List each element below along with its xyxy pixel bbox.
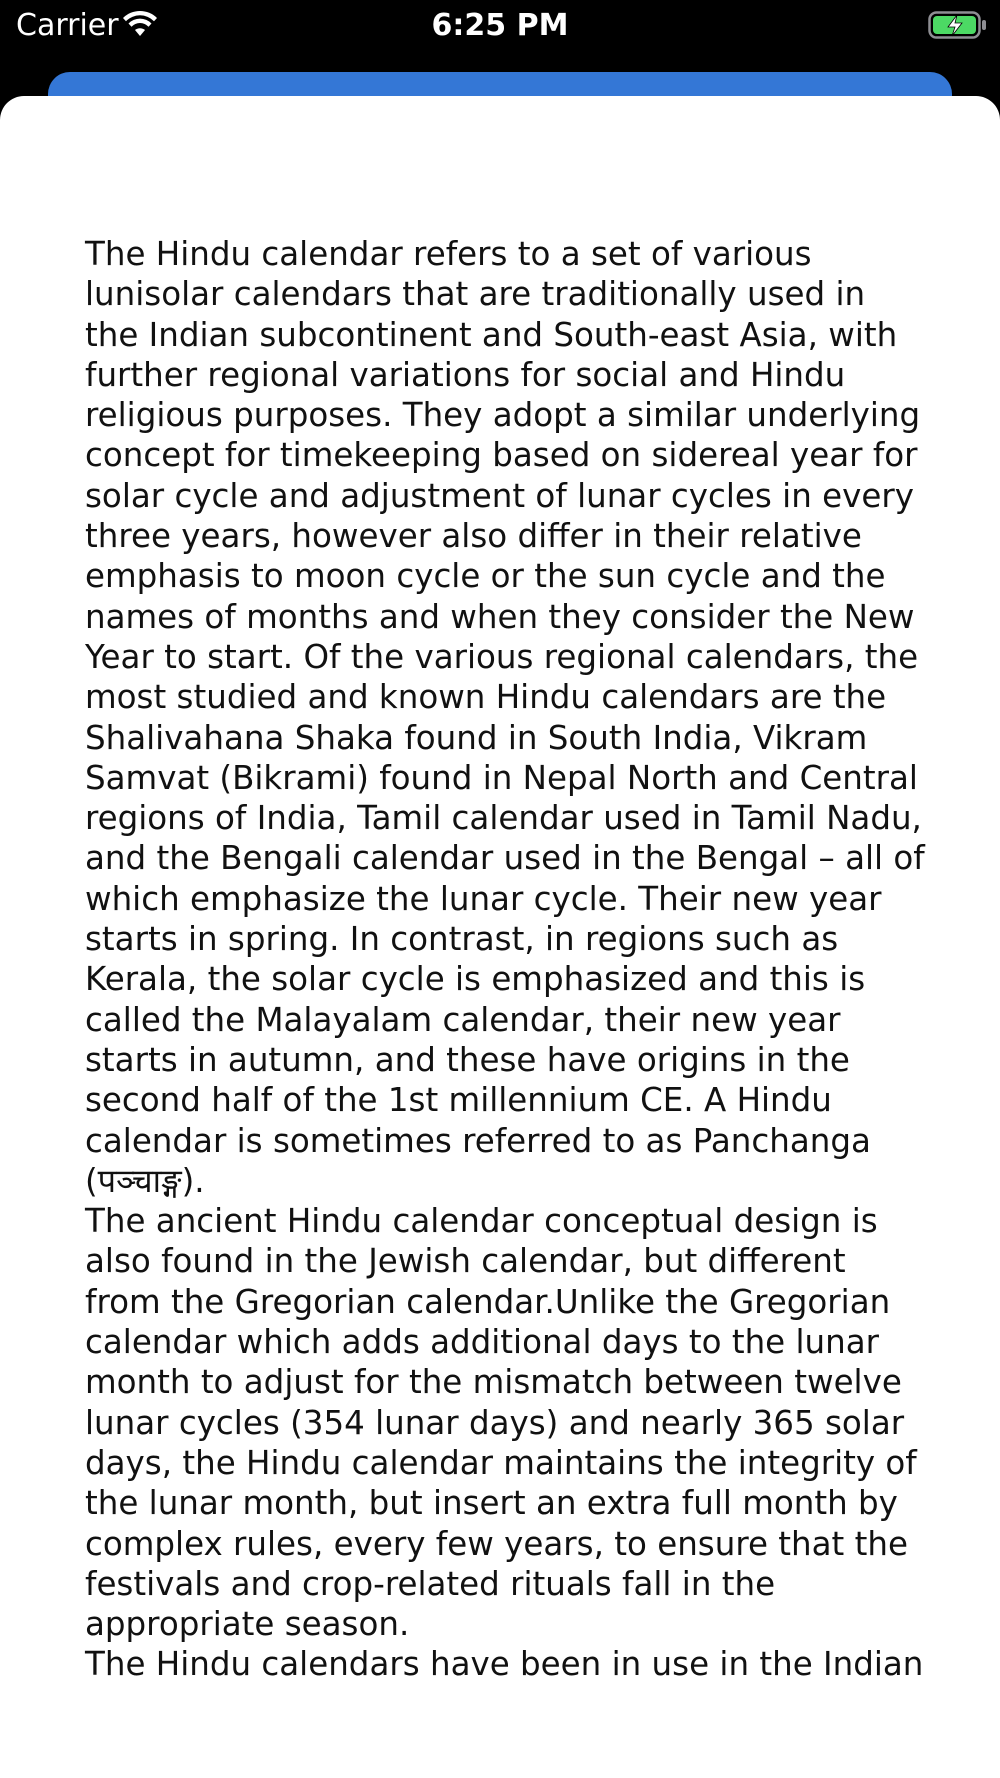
status-time: 6:25 PM bbox=[431, 8, 569, 43]
article-body-text: The Hindu calendar refers to a set of various lunisolar calendars that are traditionally used in the Indian subcontinent and South-east Asia, with further regional variations for social and Hindu religious purposes. They adopt a similar underlying concept for timekeeping based on sidereal year for solar cycle and adjustment of lunar cycles in every three years, however also differ in their relative emphasis to moon cycle or the sun cycle and the names of months and when they consider the New Year to start. Of the various regional calendars, the most studied and known Hindu calendars are the Shalivahana Shaka found in South India, Vikram Samvat (Bikrami) found in Nepal North and Central regions of India, Tamil calendar used in Tamil Nadu, and the Bengali calendar used in the Bengal – all of which emphasize the lunar cycle. Their new year starts in spring. In contrast, in regions such as Kerala, the solar cycle is emphasized and this is called the Malayalam calendar, their new year starts in autumn, and these have origins in the second half of the 1st millennium CE. A Hindu calendar is sometimes referred to as Panchanga (पञ्चाङ्ग). The ancient Hindu calendar conceptual design is also found in the Jewish calendar, but different from the Gregorian calendar.Unlike the Gregorian calendar which adds additional days to the lunar month to adjust for the mismatch between twelve lunar cycles (354 lunar days) and nearly 365 solar days, the Hindu calendar maintains the integrity of the lunar month, but insert an extra full month by complex rules, every few years, to ensure that the festivals and crop-related rituals fall in the appropriate season. The Hindu calendars have been in use in the Indian bbox=[85, 235, 925, 1684]
battery-charging-icon bbox=[928, 10, 988, 40]
modal-sheet bbox=[0, 96, 1000, 1778]
carrier-label: Carrier bbox=[16, 8, 119, 43]
article-scroll-view[interactable] bbox=[85, 234, 925, 1684]
status-bar bbox=[0, 0, 1000, 52]
